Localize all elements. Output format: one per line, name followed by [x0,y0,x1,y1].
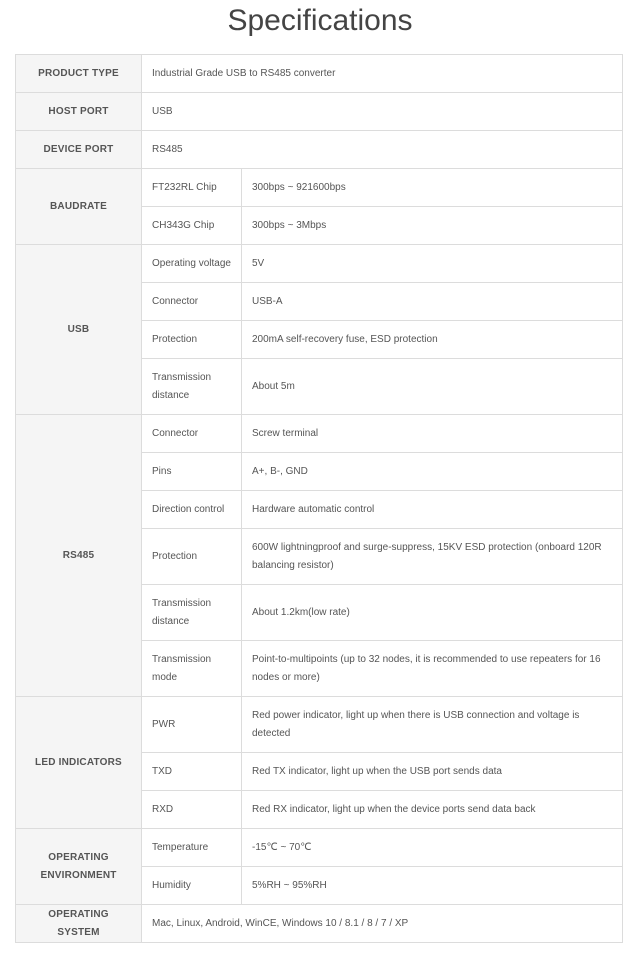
sub-label: Connector [142,283,242,321]
row-value: -15℃ ~ 70℃ [242,829,623,867]
row-value: USB-A [242,283,623,321]
table-row [16,697,623,753]
row-value: Mac, Linux, Android, WinCE, Windows 10 / 8.1 / 8 / 7 / XP [142,905,623,943]
row-value: 600W lightningproof and surge-suppress, 15KV ESD protection (onboard 120R balancing resistor) [242,529,623,585]
sub-label: Operating voltage [142,245,242,283]
table-row [16,131,623,169]
sub-label: Pins [142,453,242,491]
row-label: PRODUCT TYPE [16,55,142,93]
sub-label: Temperature [142,829,242,867]
row-value: About 5m [242,359,623,415]
row-value: Red RX indicator, light up when the device ports send data back [242,791,623,829]
sub-label: Transmission distance [142,359,242,415]
row-value: RS485 [142,131,623,169]
table-row [16,415,623,453]
table-row [16,93,623,131]
row-value: 300bps ~ 3Mbps [242,207,623,245]
sub-label: Transmission mode [142,641,242,697]
table-row [16,829,623,867]
table-row [16,169,623,207]
sub-label: RXD [142,791,242,829]
row-value: 200mA self-recovery fuse, ESD protection [242,321,623,359]
row-label: OPERATING ENVIRONMENT [16,829,142,905]
row-value: Red power indicator, light up when there is USB connection and voltage is detected [242,697,623,753]
sub-label: PWR [142,697,242,753]
row-value: 300bps ~ 921600bps [242,169,623,207]
row-label: DEVICE PORT [16,131,142,169]
table-row [16,245,623,283]
row-label: LED INDICATORS [16,697,142,829]
row-value: A+, B-, GND [242,453,623,491]
row-label: RS485 [16,415,142,697]
row-value: Hardware automatic control [242,491,623,529]
sub-label: Transmission distance [142,585,242,641]
sub-label: Protection [142,529,242,585]
sub-label: Protection [142,321,242,359]
row-value: Point-to-multipoints (up to 32 nodes, it is recommended to use repeaters for 16 nodes or more) [242,641,623,697]
page-title: Specifications [227,4,413,37]
sub-label: TXD [142,753,242,791]
row-value: 5V [242,245,623,283]
sub-label: CH343G Chip [142,207,242,245]
table-row [16,55,623,93]
table-row [16,905,623,943]
specifications-table [15,54,623,943]
sub-label: Direction control [142,491,242,529]
sub-label: Humidity [142,867,242,905]
sub-label: Connector [142,415,242,453]
row-label: BAUDRATE [16,169,142,245]
row-value: Red TX indicator, light up when the USB port sends data [242,753,623,791]
row-label: HOST PORT [16,93,142,131]
sub-label: FT232RL Chip [142,169,242,207]
row-value: 5%RH ~ 95%RH [242,867,623,905]
row-value: Industrial Grade USB to RS485 converter [142,55,623,93]
row-value: Screw terminal [242,415,623,453]
row-label: OPERATING SYSTEM [16,905,142,943]
row-label: USB [16,245,142,415]
row-value: About 1.2km(low rate) [242,585,623,641]
row-value: USB [142,93,623,131]
